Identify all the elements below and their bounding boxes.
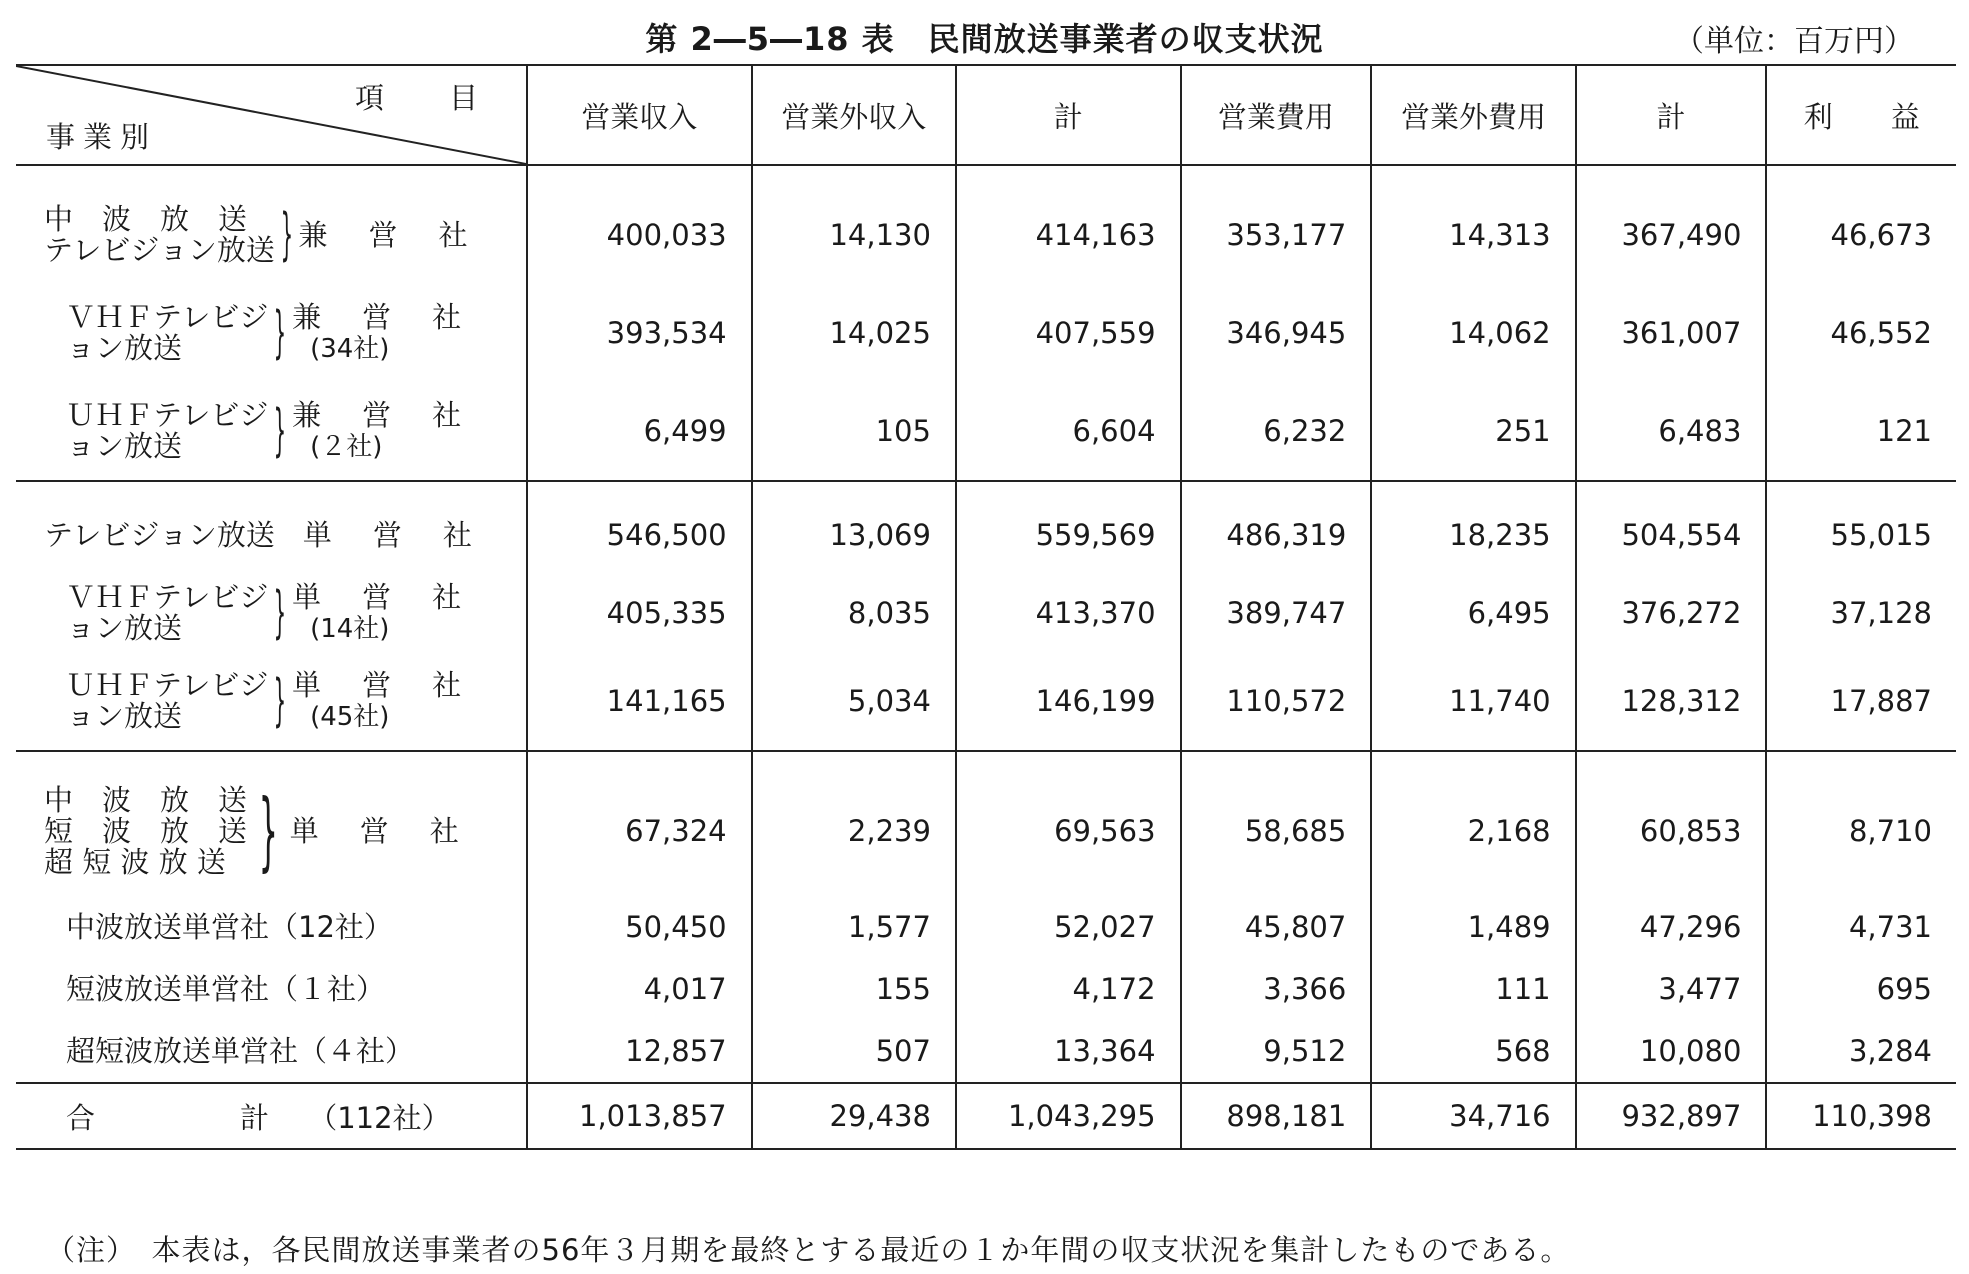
row-label-line: ＵＨＦテレビジ	[66, 398, 269, 432]
row-company-count: (34社)	[310, 334, 390, 364]
value-cell: 6,495	[1371, 574, 1575, 652]
value-cell: 111	[1371, 958, 1575, 1020]
value-cell: 507	[752, 1020, 956, 1083]
row-label-line: ＶＨＦテレビジ	[66, 300, 269, 334]
brace-icon: }	[280, 202, 293, 267]
row-label-cell	[16, 896, 527, 958]
income-table	[16, 64, 1956, 1150]
corner-top-label: 項 目	[354, 81, 496, 115]
value-cell: 2,239	[752, 751, 956, 896]
row-label-cell	[16, 284, 527, 382]
total-value: 932,897	[1576, 1083, 1767, 1149]
value-cell: 486,319	[1181, 481, 1372, 574]
row-label-line: テレビジョン放送	[44, 517, 275, 552]
value-cell: 14,025	[752, 284, 956, 382]
value-cell: 414,163	[956, 165, 1181, 284]
row-label-cell	[16, 751, 527, 896]
value-cell: 8,035	[752, 574, 956, 652]
value-cell: 504,554	[1576, 481, 1767, 574]
row-label-cell	[16, 958, 527, 1020]
row-label-line: ＶＨＦテレビジ	[66, 580, 269, 614]
value-cell: 9,512	[1181, 1020, 1372, 1083]
value-cell: 6,232	[1181, 382, 1372, 481]
total-value: 34,716	[1371, 1083, 1575, 1149]
value-cell: 1,489	[1371, 896, 1575, 958]
value-cell: 46,552	[1766, 284, 1956, 382]
value-cell: 3,284	[1766, 1020, 1956, 1083]
row-label-line: ョン放送	[66, 699, 183, 733]
value-cell: 559,569	[956, 481, 1181, 574]
value-cell: 413,370	[956, 574, 1181, 652]
value-cell: 5,034	[752, 652, 956, 751]
row-label-line: 超短波放送単営社（４社）	[66, 1033, 415, 1068]
value-cell: 1,577	[752, 896, 956, 958]
table-row	[16, 165, 1956, 284]
row-suffix: 兼 営 社	[292, 300, 468, 334]
corner-header	[16, 65, 527, 165]
row-label-cell	[16, 382, 527, 481]
value-cell: 3,366	[1181, 958, 1372, 1020]
col-header: 計	[1576, 65, 1767, 165]
total-row	[16, 1083, 1956, 1149]
value-cell: 55,015	[1766, 481, 1956, 574]
total-count: （112社）	[308, 1100, 451, 1135]
value-cell: 110,572	[1181, 652, 1372, 751]
value-cell: 6,499	[527, 382, 752, 481]
row-suffix: 単 営 社	[289, 814, 465, 848]
col-header: 営業外費用	[1371, 65, 1575, 165]
value-cell: 361,007	[1576, 284, 1767, 382]
value-cell: 6,483	[1576, 382, 1767, 481]
value-cell: 121	[1766, 382, 1956, 481]
value-cell: 407,559	[956, 284, 1181, 382]
row-label-line: 短 波 放 送	[44, 813, 248, 848]
row-suffix: 単 営 社	[292, 668, 468, 702]
row-label-line: ョン放送	[66, 611, 183, 645]
total-value: 898,181	[1181, 1083, 1372, 1149]
value-cell: 52,027	[956, 896, 1181, 958]
value-cell: 13,069	[752, 481, 956, 574]
row-label-line: 中 波 放 送	[44, 202, 248, 236]
total-label-cell	[16, 1083, 527, 1149]
unit-label: （単位：百万円）	[1674, 24, 1914, 59]
row-label-line: 中波放送単営社（12社）	[66, 909, 393, 944]
row-label-line: テレビジョン放送	[44, 233, 275, 267]
row-label-cell	[16, 481, 527, 574]
value-cell: 105	[752, 382, 956, 481]
value-cell: 18,235	[1371, 481, 1575, 574]
table-row	[16, 1020, 1956, 1083]
value-cell: 3,477	[1576, 958, 1767, 1020]
col-header: 利 益	[1766, 65, 1956, 165]
value-cell: 67,324	[527, 751, 752, 896]
row-suffix: 単 営 社	[292, 580, 468, 614]
value-cell: 60,853	[1576, 751, 1767, 896]
total-value: 1,013,857	[527, 1083, 752, 1149]
value-cell: 12,857	[527, 1020, 752, 1083]
value-cell: 393,534	[527, 284, 752, 382]
row-label-line: 短波放送単営社（１社）	[66, 971, 386, 1006]
value-cell: 128,312	[1576, 652, 1767, 751]
value-cell: 4,731	[1766, 896, 1956, 958]
value-cell: 13,364	[956, 1020, 1181, 1083]
value-cell: 4,172	[956, 958, 1181, 1020]
row-label-line: 超 短 波 放 送	[44, 844, 226, 879]
row-company-count: (14社)	[310, 614, 390, 644]
col-header: 営業外収入	[752, 65, 956, 165]
corner-bottom-label: 事業別	[46, 120, 158, 154]
value-cell: 8,710	[1766, 751, 1956, 896]
value-cell: 37,128	[1766, 574, 1956, 652]
total-label: 合 計	[66, 1100, 270, 1135]
total-value: 1,043,295	[956, 1083, 1181, 1149]
value-cell: 6,604	[956, 382, 1181, 481]
table-row	[16, 481, 1956, 574]
value-cell: 568	[1371, 1020, 1575, 1083]
footnote: （注） 本表は，各民間放送事業者の56年３月期を最終とする最近の１か年間の収支状況を集計したものである。	[46, 1233, 1571, 1267]
row-company-count: (45社)	[310, 702, 390, 732]
table-body	[16, 165, 1956, 1083]
row-suffix: 兼 営 社	[292, 398, 468, 432]
value-cell: 14,313	[1371, 165, 1575, 284]
value-cell: 47,296	[1576, 896, 1767, 958]
row-label-line: 中 波 放 送	[44, 782, 248, 817]
row-label-cell	[16, 574, 527, 652]
row-suffix: 兼 営 社	[298, 218, 474, 252]
table-title: 第 2―5―18 表 民間放送事業者の収支状況	[645, 20, 1324, 58]
table-row	[16, 574, 1956, 652]
value-cell: 50,450	[527, 896, 752, 958]
table-row	[16, 382, 1956, 481]
value-cell: 2,168	[1371, 751, 1575, 896]
brace-icon: }	[274, 300, 287, 365]
value-cell: 546,500	[527, 481, 752, 574]
table-row	[16, 751, 1956, 896]
row-suffix: 単 営 社	[302, 518, 478, 552]
value-cell: 11,740	[1371, 652, 1575, 751]
value-cell: 45,807	[1181, 896, 1372, 958]
row-label-line: ョン放送	[66, 331, 183, 365]
value-cell: 141,165	[527, 652, 752, 751]
row-label-cell	[16, 1020, 527, 1083]
table-row	[16, 958, 1956, 1020]
row-label-line: ＵＨＦテレビジ	[66, 668, 269, 702]
value-cell: 10,080	[1576, 1020, 1767, 1083]
value-cell: 69,563	[956, 751, 1181, 896]
table-row	[16, 652, 1956, 751]
value-cell: 46,673	[1766, 165, 1956, 284]
row-label-line: ョン放送	[66, 429, 183, 463]
value-cell: 695	[1766, 958, 1956, 1020]
value-cell: 17,887	[1766, 652, 1956, 751]
total-value: 29,438	[752, 1083, 956, 1149]
value-cell: 346,945	[1181, 284, 1372, 382]
value-cell: 353,177	[1181, 165, 1372, 284]
value-cell: 389,747	[1181, 574, 1372, 652]
value-cell: 405,335	[527, 574, 752, 652]
value-cell: 376,272	[1576, 574, 1767, 652]
brace-icon: }	[274, 398, 287, 463]
row-label-cell	[16, 652, 527, 751]
table-row	[16, 284, 1956, 382]
value-cell: 400,033	[527, 165, 752, 284]
brace-icon: }	[274, 580, 287, 645]
table-row	[16, 896, 1956, 958]
col-header: 営業費用	[1181, 65, 1372, 165]
value-cell: 4,017	[527, 958, 752, 1020]
value-cell: 14,130	[752, 165, 956, 284]
header-row	[16, 65, 1956, 165]
col-header: 計	[956, 65, 1181, 165]
row-label-cell	[16, 165, 527, 284]
value-cell: 251	[1371, 382, 1575, 481]
value-cell: 155	[752, 958, 956, 1020]
value-cell: 367,490	[1576, 165, 1767, 284]
brace-icon: }	[274, 668, 287, 733]
value-cell: 58,685	[1181, 751, 1372, 896]
row-company-count: (２社)	[310, 432, 383, 462]
brace-icon: }	[258, 781, 278, 881]
total-value: 110,398	[1766, 1083, 1956, 1149]
value-cell: 146,199	[956, 652, 1181, 751]
value-cell: 14,062	[1371, 284, 1575, 382]
col-header: 営業収入	[527, 65, 752, 165]
